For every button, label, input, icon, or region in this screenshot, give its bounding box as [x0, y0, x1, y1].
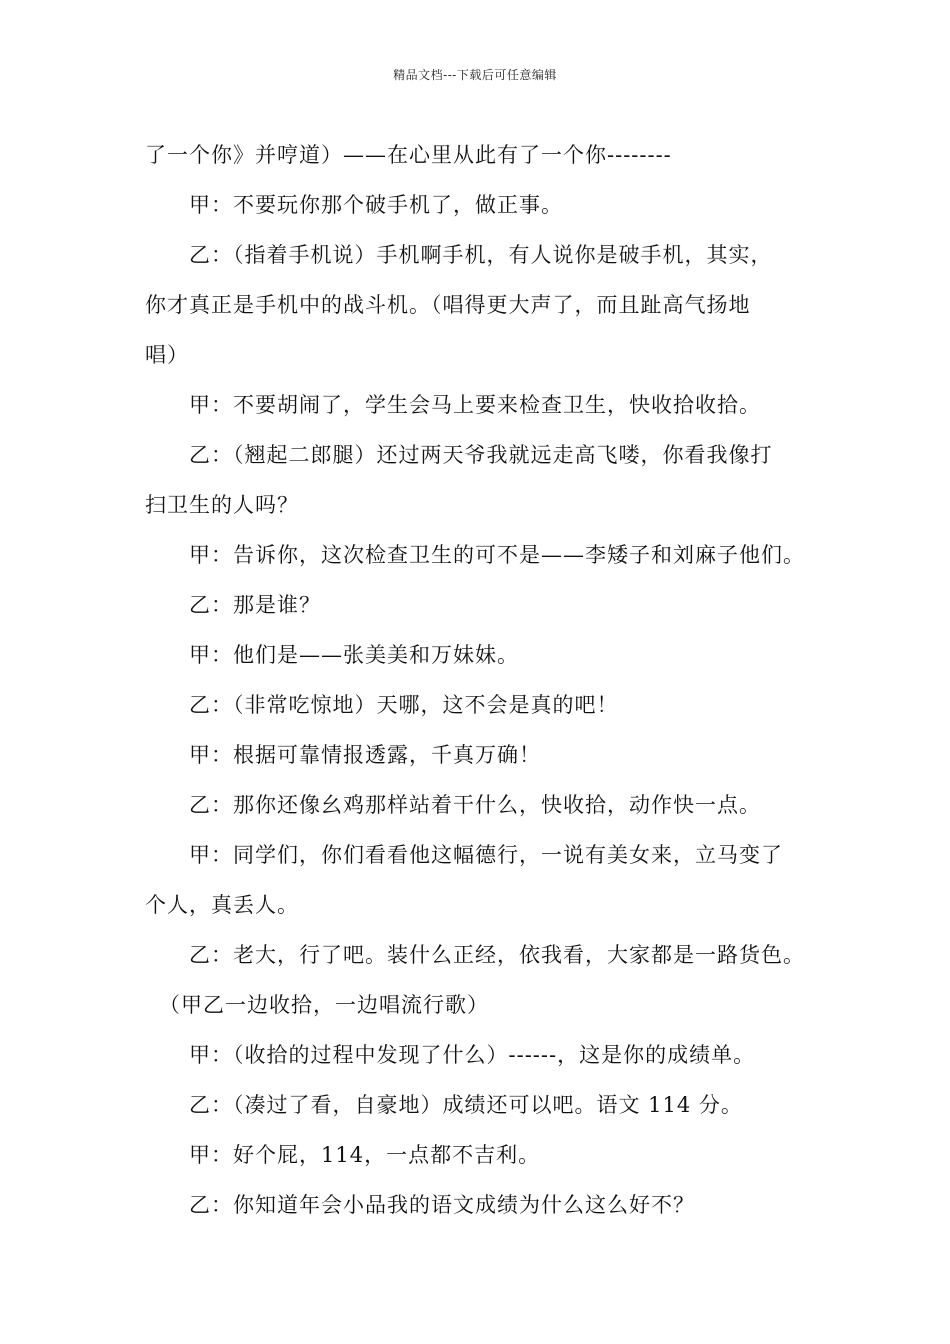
- dialogue-line: 乙：（凑过了看，自豪地）成绩还可以吧。语文 114 分。: [189, 1093, 743, 1117]
- document-body: [145, 130, 810, 1230]
- dialogue-line: 甲：（收拾的过程中发现了什么）------，这是你的成绩单。: [189, 1043, 756, 1067]
- dialogue-line: 乙：（非常吃惊地）天哪，这不会是真的吧！: [189, 693, 619, 717]
- text-line: 扫卫生的人吗？: [145, 493, 299, 517]
- dialogue-line: 乙：你知道年会小品我的语文成绩为什么这么好不？: [189, 1193, 695, 1217]
- stage-direction: （甲乙一边收拾，一边唱流行歌）: [159, 993, 489, 1017]
- page-header: 精品文档---下载后可任意编辑: [393, 68, 557, 82]
- dialogue-line: 甲：好个屁，114，一点都不吉利。: [189, 1143, 541, 1167]
- text-line: 唱）: [145, 343, 189, 367]
- dialogue-line: 乙：那是谁？: [189, 593, 321, 617]
- dialogue-line: 甲：不要胡闹了，学生会马上要来检查卫生，快收拾收拾。: [189, 393, 761, 417]
- text-line: 你才真正是手机中的战斗机。（唱得更大声了，而且趾高气扬地: [145, 293, 751, 317]
- dialogue-line: 甲：他们是——张美美和万妹妹。: [189, 643, 519, 667]
- dialogue-line: 甲：告诉你，这次检查卫生的可不是——李矮子和刘麻子他们。: [189, 543, 805, 567]
- dialogue-line: 乙：那你还像幺鸡那样站着干什么，快收拾，动作快一点。: [189, 793, 761, 817]
- dialogue-line: 乙：（指着手机说）手机啊手机，有人说你是破手机，其实，: [189, 243, 773, 267]
- dialogue-line: 乙：老大，行了吧。装什么正经，依我看，大家都是一路货色。: [189, 943, 805, 967]
- dialogue-line: 甲：同学们，你们看看他这幅德行，一说有美女来，立马变了: [189, 843, 783, 867]
- text-line: 个人，真丢人。: [145, 893, 299, 917]
- dialogue-line: 甲：不要玩你那个破手机了，做正事。: [189, 193, 563, 217]
- text-line: 了一个你》并哼道）——在心里从此有了一个你--------: [145, 143, 672, 167]
- dialogue-line: 甲：根据可靠情报透露，千真万确！: [189, 743, 541, 767]
- dialogue-line: 乙：（翘起二郎腿）还过两天爷我就远走高飞喽，你看我像打: [189, 443, 773, 467]
